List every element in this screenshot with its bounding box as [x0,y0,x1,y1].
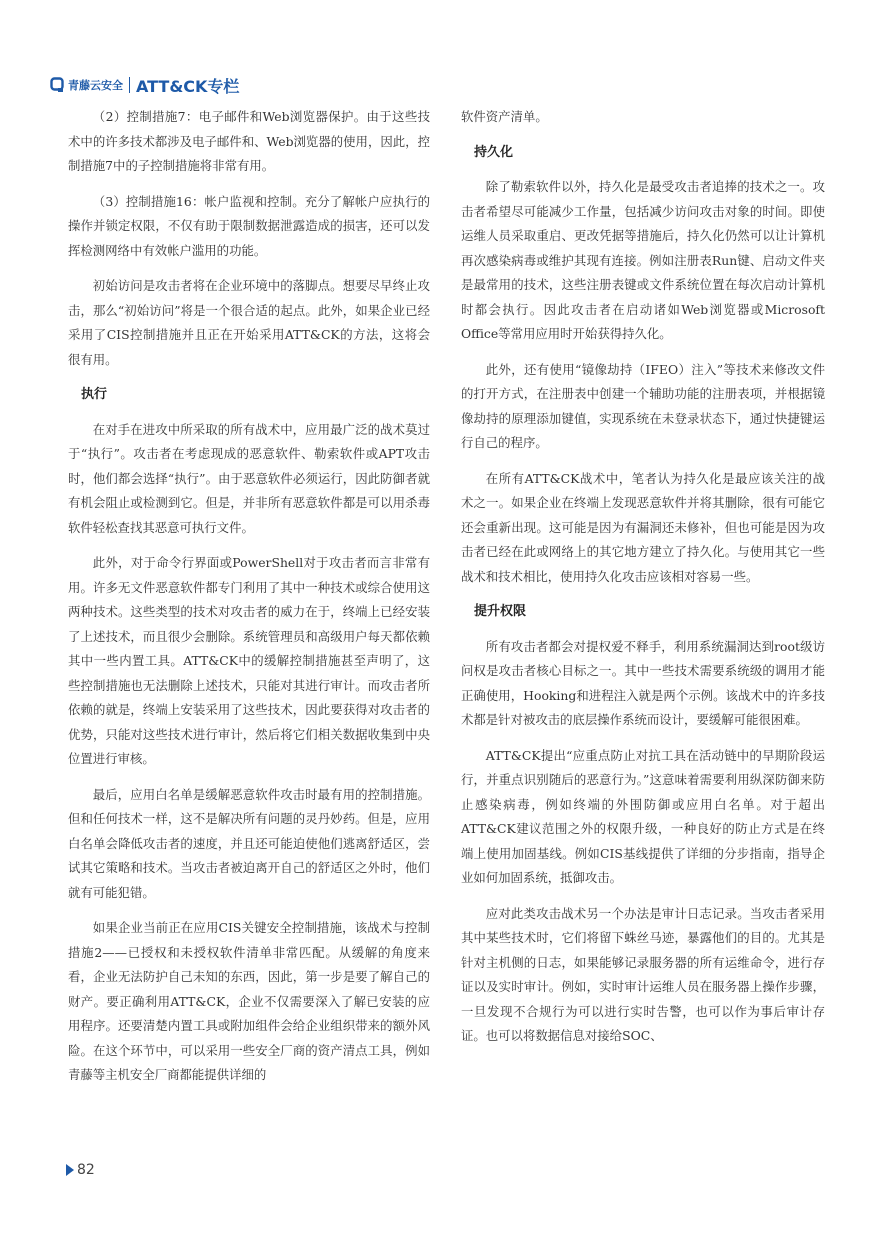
paragraph: 此外，还有使用“镜像劫持（IFEO）注入”等技术来修改文件的打开方式，在注册表中创建一个辅助功能的注册表项，并根据镜像劫持的原理添加键值，实现系统在未登录状态下，通过快捷键运行自己的程序。 [461,361,825,450]
header-divider [129,77,130,93]
paragraph: 在对手在进攻中所采取的所有战术中，应用最广泛的战术莫过于“执行”。攻击者在考虑现成的恶意软件、勒索软件或APT攻击时，他们都会选择“执行”。由于恶意软件必须运行，因此防御者就有机会阻止或检测到它。但是，并非所有恶意软件都是可以用杀毒软件轻松查找其恶意可执行文件。 [68,421,430,535]
section-title: ATT&CK专栏 [136,76,240,96]
heading-privilege-escalation: 提升权限 [474,604,527,619]
page-marker-icon [66,1164,74,1176]
right-column [461,105,825,1060]
paragraph: 最后，应用白名单是缓解恶意软件攻击时最有用的控制措施。但和任何技术一样，这不是解决所有问题的灵丹妙药。但是，应用白名单会降低攻击者的速度，并且还可能迫使他们逃离舒适区，尝试其它策略和技术。当攻击者被迫离开自己的舒适区之外时，他们就有可能犯错。 [68,786,430,900]
paragraph: 初始访问是攻击者将在企业环境中的落脚点。想要尽早终止攻击，那么“初始访问”将是一个很合适的起点。此外，如果企业已经采用了CIS控制措施并且正在开始采用ATT&CK的方法，这将会很有用。 [68,278,430,367]
left-column [68,105,430,1099]
paragraph: 应对此类攻击战术另一个办法是审计日志记录。当攻击者采用其中某些技术时，它们将留下蛛丝马迹，暴露他们的目的。尤其是针对主机侧的日志，如果能够记录服务器的所有运维命令，进行存证以及实时审计。例如，实时审计运维人员在服务器上操作步骤，一旦发现不合规行为可以进行实时告警，也可以作为事后审计存证。也可以将数据信息对接给SOC、 [461,905,825,1043]
page-footer [66,1162,95,1178]
page-number: 82 [77,1162,95,1178]
paragraph: 此外，对于命令行界面或PowerShell对于攻击者而言非常有用。许多无文件恶意软件都专门利用了其中一种技术或综合使用这两种技术。这些类型的技术对攻击者的威力在于，终端上已经安装了上述技术，而且很少会删除。系统管理员和高级用户每天都依赖其中一些内置工具。ATT&CK中的缓解控制措施甚至声明了，这些控制措施也无法删除上述技术，只能对其进行审计。而攻击者所依赖的就是，终端上安装采用了这些技术，因此要获得对攻击者的优势，只能对这些技术进行审计，然后将它们相关数据收集到中央位置进行审核。 [68,555,430,766]
paragraph: 在所有ATT&CK战术中，笔者认为持久化是最应该关注的战术之一。如果企业在终端上发现恶意软件并将其删除，很有可能它还会重新出现。这可能是因为有漏洞还未修补，但也可能是因为攻击者已经在此或网络上的其它地方建立了持久化。与使用其它一些战术和技术相比，使用持久化攻击应该相对容易一些。 [461,470,825,584]
paragraph: （3）控制措施16：帐户监视和控制。充分了解帐户应执行的操作并锁定权限，不仅有助于限制数据泄露造成的损害，还可以发挥检测网络中有效帐户滥用的功能。 [68,193,430,258]
paragraph: 除了勒索软件以外，持久化是最受攻击者追捧的技术之一。攻击者希望尽可能减少工作量，包括减少访问攻击对象的时间。即使运维人员采取重启、更改凭据等措施后，持久化仍然可以让计算机再次感染病毒或维护其现有连接。例如注册表Run键、启动文件夹是最常用的技术，这些注册表键或文件系统位置在每次启动计算机时都会执行。因此攻击者在启动诸如Web浏览器或Microsoft Office等常用应用时开始获得持久化。 [461,179,825,341]
paragraph-continued: 软件资产清单。 [461,109,548,124]
paragraph: ATT&CK提出“应重点防止对抗工具在活动链中的早期阶段运行，并重点识别随后的恶意行为。”这意味着需要利用纵深防御来防止感染病毒，例如终端的外围防御或应用白名单。对于超出ATT&CK建议范围之外的权限升级，一种良好的防止方式是在终端上使用加固基线。例如CIS基线提供了详细的分步指南，指导企业如何加固系统，抵御攻击。 [461,747,825,885]
paragraph: 所有攻击者都会对提权爱不释手，利用系统漏洞达到root级访问权是攻击者核心目标之一。其中一些技术需要系统级的调用才能正确使用，Hooking和进程注入就是两个示例。该战术中的许多技术都是针对被攻击的底层操作系统而设计，要缓解可能很困难。 [461,638,825,727]
paragraph: （2）控制措施7：电子邮件和Web浏览器保护。由于这些技术中的许多技术都涉及电子邮件和、Web浏览器的使用，因此，控制措施7中的子控制措施将非常有用。 [68,109,430,173]
heading-execution: 执行 [81,387,108,402]
page-header [50,74,239,96]
heading-persistence: 持久化 [474,144,514,160]
paragraph: 如果企业当前正在应用CIS关键安全控制措施，该战术与控制措施2——已授权和未授权软件清单非常匹配。从缓解的角度来看，企业无法防护自己未知的东西，因此，第一步是要了解自己的财产。要正确利用ATT&CK，企业不仅需要深入了解已安装的应用程序。还要清楚内置工具或附加组件会给企业组织带来的额外风险。在这个环节中，可以采用一些安全厂商的资产清点工具，例如青藤等主机安全厂商都能提供详细的 [68,920,430,1082]
qingteng-logo-icon [50,77,64,93]
brand-name: 青藤云安全 [68,79,123,92]
